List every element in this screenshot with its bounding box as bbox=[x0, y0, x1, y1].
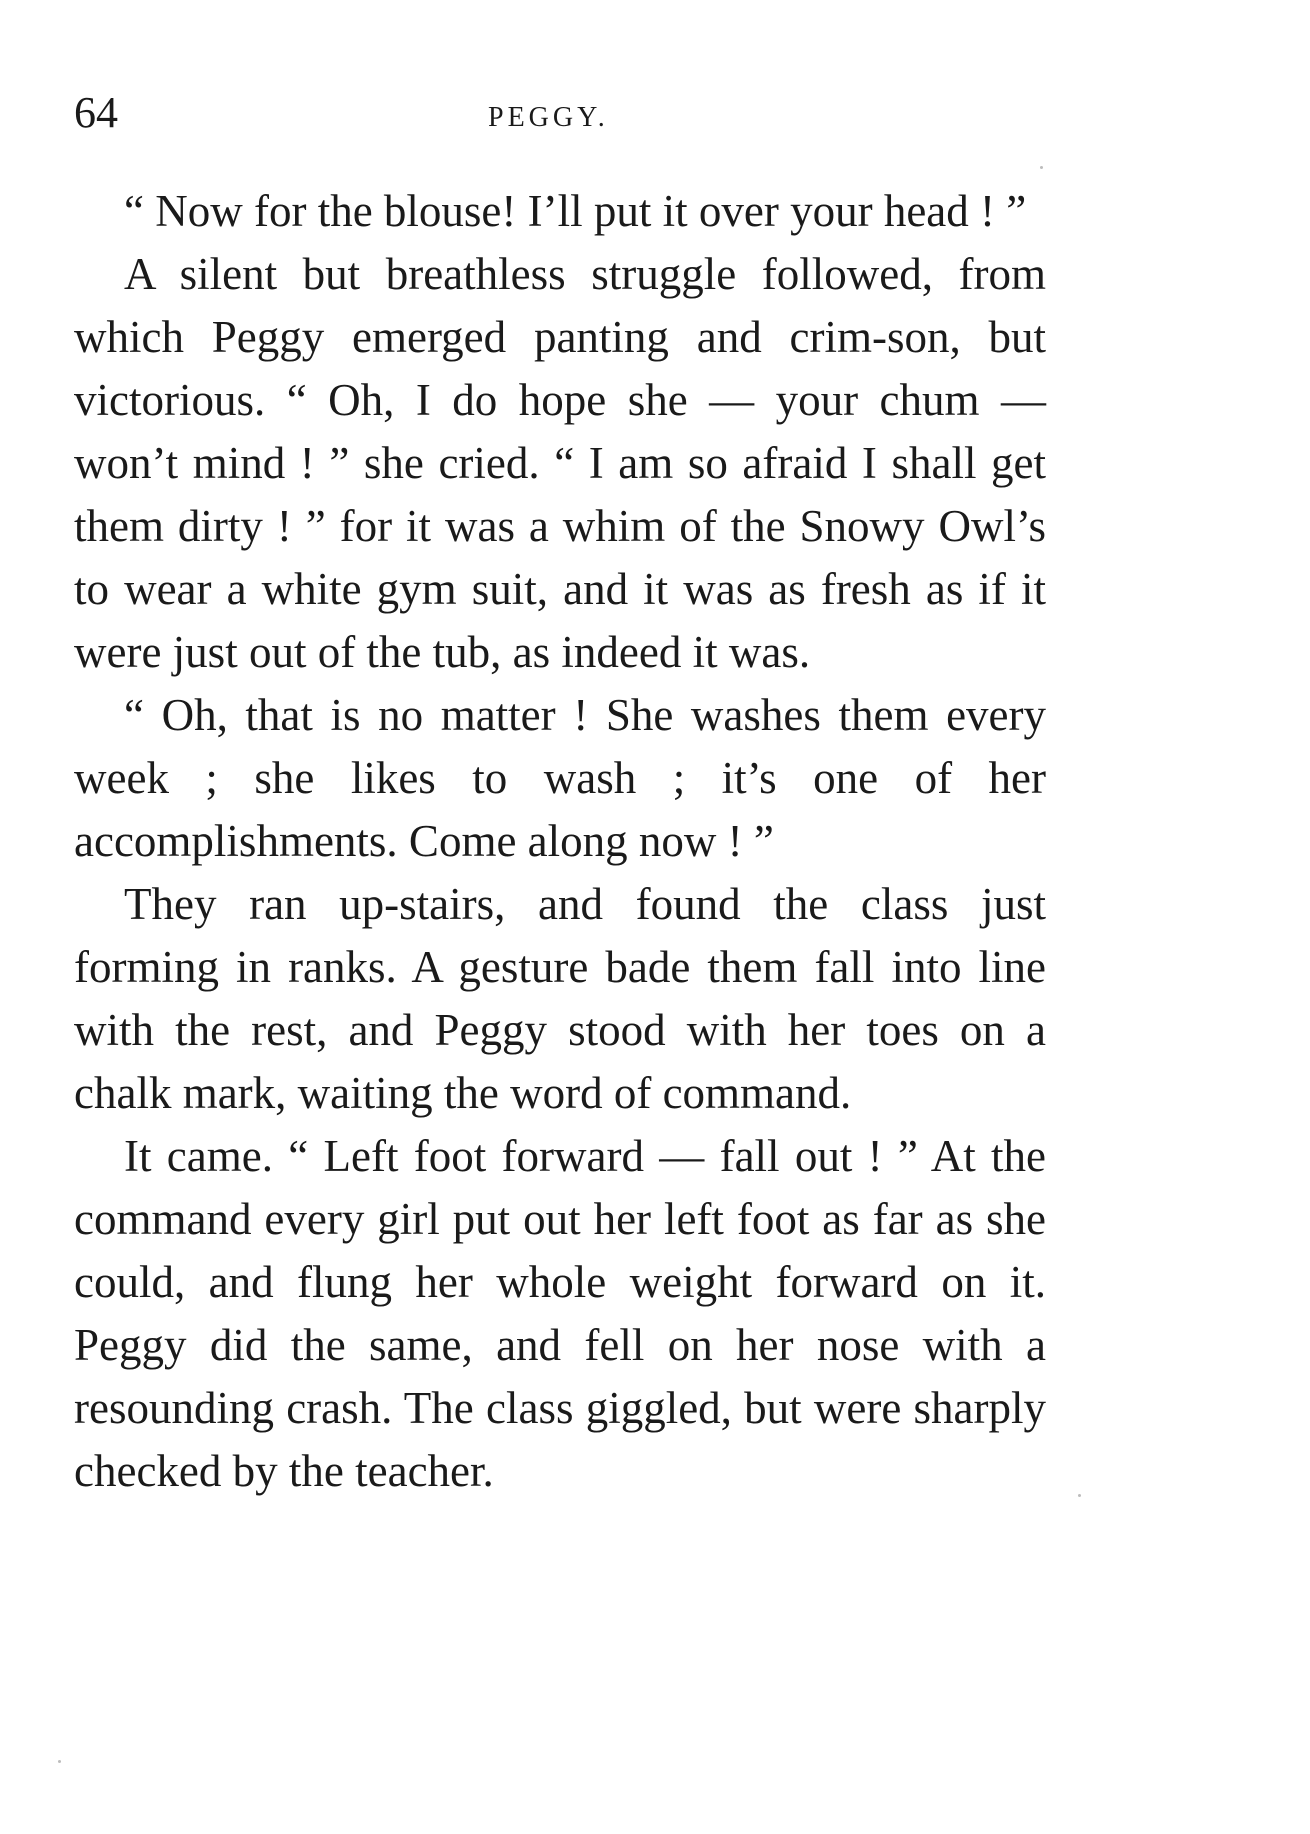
body-text bbox=[74, 180, 1046, 1503]
paper-speck bbox=[58, 1760, 61, 1763]
paragraph: They ran up-stairs, and found the class just forming in ranks. A gesture bade them fall into line with the rest, and Peggy stood with her toes on a chalk mark, waiting the word of command. bbox=[74, 879, 1046, 1118]
paper-speck bbox=[1078, 1494, 1081, 1497]
paper-speck bbox=[1040, 166, 1043, 169]
page-number: 64 bbox=[74, 88, 118, 137]
running-head bbox=[74, 88, 1044, 148]
paragraph: A silent but breathless struggle followed, from which Peggy emerged panting and crim-son, but victorious. “ Oh, I do hope she — your chum — won’t mind ! ” she cried. “ I am so afraid I shall get them dirty ! ” for it was a whim of the Snowy Owl’s to wear a white gym suit, and it was as fresh as if it were just out of the tub, as indeed it was. bbox=[74, 249, 1046, 677]
running-title: PEGGY. bbox=[488, 102, 609, 133]
paragraph: “ Now for the blouse! I’ll put it over your head ! ” bbox=[124, 186, 1027, 236]
paragraph: “ Oh, that is no matter ! She washes them every week ; she likes to wash ; it’s one of her accomplishments. Come along now ! ” bbox=[74, 690, 1046, 866]
paragraph: It came. “ Left foot forward — fall out ! ” At the command every girl put out her left foot as far as she could, and flung her whole weight forward on it. Peggy did the same, and fell on her nose with a resounding crash. The class giggled, but were sharply checked by the teacher. bbox=[74, 1131, 1046, 1496]
